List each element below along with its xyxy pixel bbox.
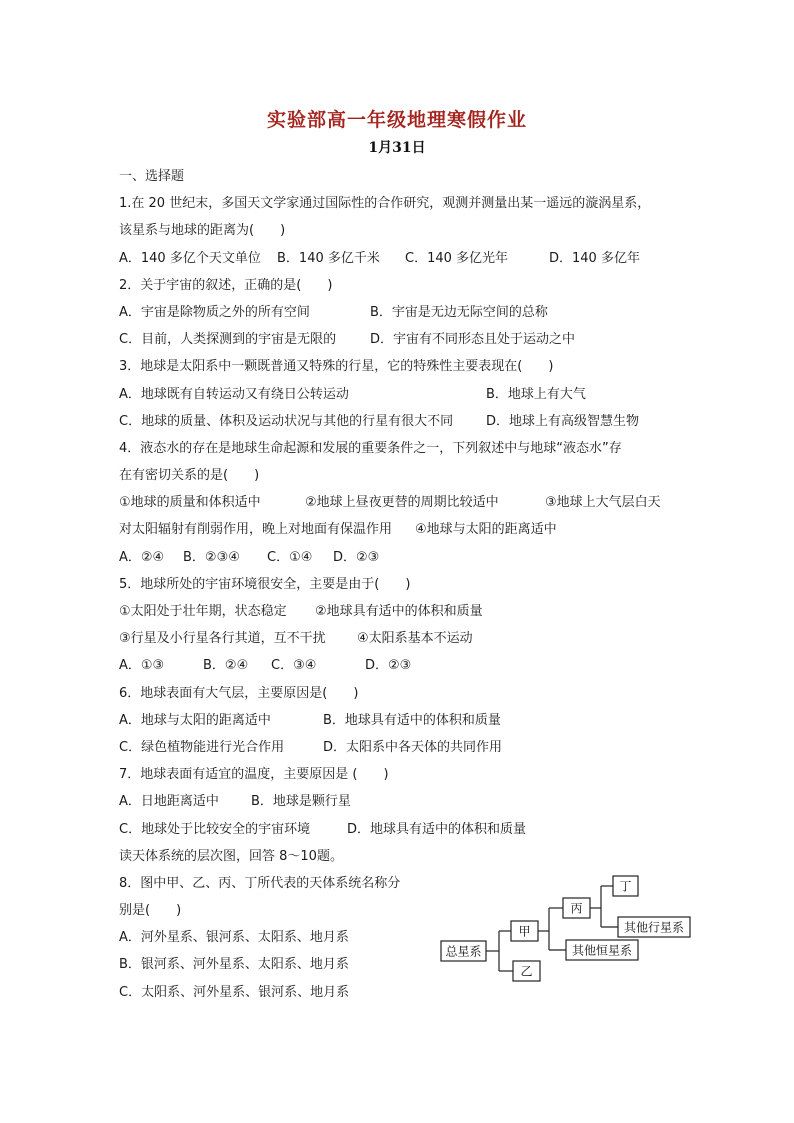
q2-option-a: A．宇宙是除物质之外的所有空间 <box>119 304 310 320</box>
q4-stem-line2: 在有密切关系的是( ) <box>119 468 260 484</box>
q4-item-3b: 对太阳辐射有削弱作用，晚上对地面有保温作用 <box>119 522 393 538</box>
q5-option-b: B．②④ <box>203 658 249 674</box>
q5-item-4: ④太阳系基本不运动 <box>357 631 473 647</box>
q6-option-b: B．地球具有适中的体积和质量 <box>323 712 501 728</box>
label-root: 总星系 <box>445 944 482 959</box>
q1-stem-line2: 该星系与地球的距离为( ) <box>119 223 286 239</box>
label-ding: 丁 <box>619 879 632 894</box>
q6-option-c: C．绿色植物能进行光合作用 <box>119 739 285 755</box>
q5-option-c: C．③④ <box>271 658 317 674</box>
label-yi: 乙 <box>520 964 533 979</box>
q6-option-d: D．太阳系中各天体的共同作用 <box>323 739 503 755</box>
q3-option-b: B．地球上有大气 <box>486 386 586 402</box>
q1-option-c: C．140 多亿光年 <box>405 250 509 266</box>
q5-items-row2 <box>119 625 689 652</box>
read-instruction: 读天体系统的层次图，回答 8～10题。 <box>119 848 343 864</box>
q4-item-3a: ③地球上大气层白天 <box>545 495 661 511</box>
page-title: 实验部高一年级地理寒假作业 <box>266 109 527 131</box>
q7-stem: 7．地球表面有适宜的温度，主要原因是 ( ) <box>119 767 389 783</box>
q2-option-c: C．目前，人类探测到的宇宙是无限的 <box>119 332 337 348</box>
label-other-stars: 其他恒星系 <box>571 943 633 958</box>
q1-option-d: D．140 多亿年 <box>549 250 640 266</box>
q5-option-d: D．②③ <box>365 658 412 674</box>
q7-option-a: A．日地距离适中 <box>119 794 219 810</box>
question-body <box>119 163 689 1006</box>
q4-option-b: B．②③④ <box>183 549 240 565</box>
q6-options-row2 <box>119 734 689 761</box>
page-date: 1月31日 <box>368 140 426 156</box>
q5-item-3: ③行星及小行星各行其道，互不干扰 <box>119 631 326 647</box>
q2-options-row1 <box>119 299 689 326</box>
q8-option-b: B．银河系、河外星系、太阳系、地月系 <box>119 957 349 973</box>
q7-option-b: B．地球是颗行星 <box>251 794 351 810</box>
section-heading: 一、选择题 <box>119 169 185 184</box>
label-other-planets: 其他行星系 <box>623 920 685 935</box>
q5-options <box>119 652 689 679</box>
q2-stem: 2．关于宇宙的叙述，正确的是( ) <box>119 277 333 293</box>
q5-items-row1 <box>119 598 689 625</box>
q4-item-4: ④地球与太阳的距离适中 <box>415 522 557 538</box>
q7-option-c: C．地球处于比较安全的宇宙环境 <box>119 821 311 837</box>
q6-option-a: A．地球与太阳的距离适中 <box>119 712 271 728</box>
q2-options-row2 <box>119 326 689 353</box>
q6-options-row1 <box>119 707 689 734</box>
q7-options-row2 <box>119 816 689 843</box>
q3-option-c: C．地球的质量、体积及运动状况与其他的行星有很大不同 <box>119 413 454 429</box>
q4-option-a: A．②④ <box>119 549 165 565</box>
q2-option-d: D．宇宙有不同形态且处于运动之中 <box>370 332 576 348</box>
q8-option-a: A．河外星系、银河系、太阳系、地月系 <box>119 930 349 946</box>
q4-items-row2 <box>119 516 689 543</box>
q5-item-2: ②地球具有适中的体积和质量 <box>315 604 483 619</box>
q4-options <box>119 544 689 571</box>
q4-item-2: ②地球上昼夜更替的周期比较适中 <box>305 495 499 511</box>
label-jia: 甲 <box>518 924 531 939</box>
q8-stem-line1: 8．图中甲、乙、丙、丁所代表的天体系统名称分 <box>119 875 401 891</box>
label-bing: 丙 <box>570 901 583 916</box>
q7-options-row1 <box>119 788 689 815</box>
q4-stem-line1: 4．液态水的存在是地球生命起源和发展的重要条件之一，下列叙述中与地球“液态水”存 <box>119 440 622 456</box>
q8-option-c: C．太阳系、河外星系、银河系、地月系 <box>119 984 350 1000</box>
q3-options-row1 <box>119 381 689 408</box>
q3-stem: 3．地球是太阳系中一颗既普通又特殊的行星，它的特殊性主要表现在( ) <box>119 359 554 375</box>
q4-option-d: D．②③ <box>333 549 380 565</box>
q5-stem: 5．地球所处的宇宙环境很安全，主要是由于( ) <box>119 576 411 592</box>
q8-stem-line2: 别是( ) <box>119 903 182 919</box>
q3-option-d: D．地球上有高级智慧生物 <box>486 413 640 429</box>
q2-option-b: B．宇宙是无边无际空间的总称 <box>370 304 548 320</box>
q5-item-1: ①太阳处于壮年期，状态稳定 <box>119 604 287 619</box>
q1-option-b: B．140 多亿千米 <box>277 250 380 266</box>
q3-options-row2 <box>119 408 689 435</box>
q1-options <box>119 245 689 272</box>
q3-option-a: A．地球既有自转运动又有绕日公转运动 <box>119 386 349 402</box>
q1-option-a: A．140 多亿个天文单位 <box>119 250 261 266</box>
q4-item-1: ①地球的质量和体积适中 <box>119 495 261 511</box>
q6-stem: 6．地球表面有大气层，主要原因是( ) <box>119 685 359 701</box>
q4-items-row1 <box>119 489 689 516</box>
q4-option-c: C．①④ <box>267 549 313 565</box>
q5-option-a: A．①③ <box>119 658 165 674</box>
q1-stem-line1: 1.在 20 世纪末，多国天文学家通过国际性的合作研究，观测并测量出某一遥远的漩涡星系， <box>119 196 651 212</box>
q7-option-d: D．地球具有适中的体积和质量 <box>347 821 527 837</box>
